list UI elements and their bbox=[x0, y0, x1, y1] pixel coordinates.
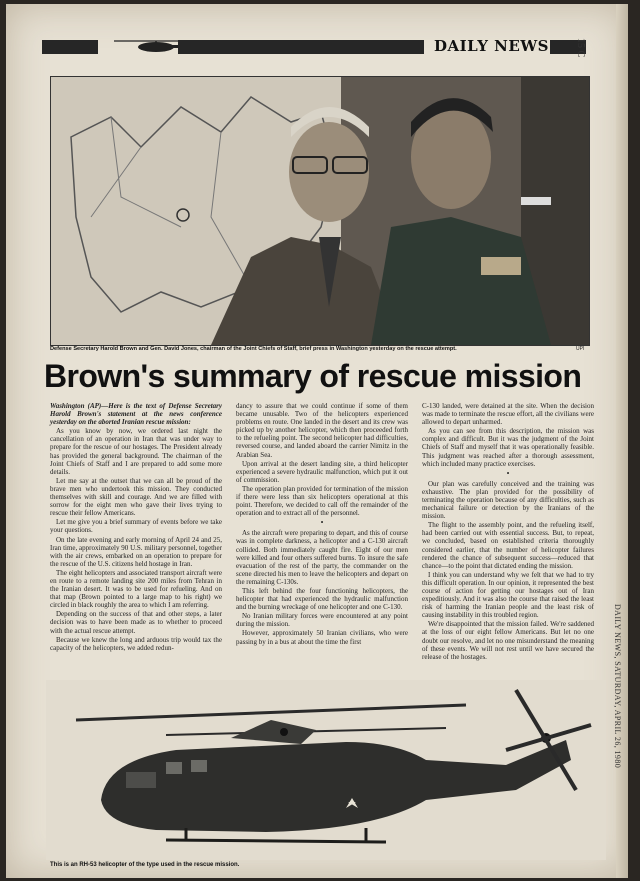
paragraph: The operation plan provided for termination of the mission if there were less than six helicopters operational at this point. Therefore, we decided to call off the remainder of the operation and to extract all of the personnel. bbox=[236, 484, 408, 518]
article-column-3 bbox=[422, 402, 594, 662]
headline: Brown's summary of rescue mission bbox=[44, 358, 582, 394]
paragraph: Upon arrival at the desert landing site, a third helicopter experienced a severe hydraulic malfunction, which put it out of commission. bbox=[236, 459, 408, 484]
paragraph: On the late evening and early morning of April 24 and 25, Iran time, approximately 90 U.S. military personnel, together with the air crews, embarked on an operation to prepare for the rescue of the U.S. citizens held hostage in Iran. bbox=[50, 535, 222, 568]
paragraph: Let me give you a brief summary of events before we take your questions. bbox=[50, 518, 222, 535]
paragraph: Our plan was carefully conceived and the training was exhaustive. The plan provided for the possibility of terminating the operation because of any difficulties, such as mechanical failure or detection by the Iranians of the mission. bbox=[422, 479, 594, 521]
press-briefing-photo bbox=[50, 76, 590, 346]
masthead bbox=[42, 36, 602, 58]
paragraph: As you can see from this description, the mission was complex and difficult. But it was the judgment of the Joint Chiefs of Staff and myself that it was operationally feasible. This judgment was reached after a thorough assessment, which included many practice exercises. bbox=[422, 427, 594, 468]
paragraph: As the aircraft were preparing to depart, and this of course was in complete darkness, a helicopter and a C-130 aircraft collided. Both immediately caught fire. Eight of our men were killed and four others suffered burns. To insure the safe evacuation of the rest of the party, the commander on the scene directed his men to leave the helicopters and depart on the remaining C-130s. bbox=[236, 529, 408, 586]
article-intro: Washington (AP)—Here is the text of Defense Secretary Harold Brown's statement at the news conference yesterday on the aborted Iranian rescue mission: bbox=[50, 402, 222, 427]
paragraph: Let me say at the outset that we can all be proud of the brave men who undertook this mission. They conducted themselves with skill and courage. And we are filled with sorrow for the eight men who gave their lives trying to rescue their fellow Americans. bbox=[50, 476, 222, 518]
paragraph: Because we knew the long and arduous trip would tax the capacity of the helicopters, we added redun- bbox=[50, 635, 222, 652]
paragraph: dancy to assure that we could continue if some of them became unusable. Two of the helicopters experienced problems en route. One landed in the desert and its crew was picked up by another helicopter, which then proceeded forth to the refueling point. The second helicopter had difficulties, reversed course, and landed aboard the carrier Nimitz in the Arabian Sea. bbox=[236, 402, 408, 459]
photo-caption: Defense Secretary Harold Brown and Gen. David Jones, chairman of the Joint Chiefs of Staff, brief press in Washington yesterday on the rescue attempt. bbox=[50, 346, 457, 352]
masthead-bar-left bbox=[42, 40, 98, 54]
newspaper-page bbox=[6, 4, 628, 878]
helicopter-caption: This is an RH-53 helicopter of the type used in the rescue mission. bbox=[50, 862, 240, 868]
masthead-bar-middle bbox=[178, 40, 424, 54]
paragraph: Depending on the success of that and other steps, a later decision was to have been made as to whether to proceed with the actual rescue attempt. bbox=[50, 610, 222, 635]
article-column-2 bbox=[236, 402, 408, 647]
masthead-logo: DAILY NEWS bbox=[434, 37, 550, 55]
paragraph: C-130 landed, were detained at the site. When the decision was made to terminate the rescue effort, all the civilians were allowed to depart unharmed. bbox=[422, 402, 594, 427]
page-number: 15 C bbox=[575, 38, 586, 58]
photo-credit: UPI bbox=[576, 346, 585, 352]
rh53-helicopter-photo bbox=[46, 680, 606, 860]
section-divider: • bbox=[506, 468, 510, 478]
section-divider: • bbox=[320, 518, 324, 528]
paragraph: This left behind the four functioning helicopters, the helicopter that had experienced the hydraulic malfunction and the burning wreckage of one helicopter and one C-130. bbox=[236, 586, 408, 612]
paragraph: No Iranian military forces were encountered at any point during the mission. bbox=[236, 612, 408, 629]
article-column-1 bbox=[50, 402, 222, 653]
dateline: DAILY NEWS, SATURDAY, APRIL 26, 1980 bbox=[613, 604, 622, 769]
article-body bbox=[50, 402, 595, 670]
paragraph: As you know by now, we ordered last night the cancellation of an operation in Iran that was under way to prepare for the rescue of our hostages. The President already has provided the general background. The chairman of the Joint Chiefs of Staff and I are prepared to add some more details. bbox=[50, 427, 222, 476]
paragraph: However, approximately 50 Iranian civilians, who were passing by in a bus at about the time the first bbox=[236, 629, 408, 646]
paragraph: The flight to the assembly point, and the refueling itself, had been carried out with essential success. But, to repeat, we concluded, based on established criteria thoroughly considered earlier, that the number of helicopter failures rendered the chance of subsequent success—reduced that chance—to the point that dictated ending the mission. bbox=[422, 521, 594, 570]
paragraph: We're disappointed that the mission failed. We're saddened at the loss of our eight fellow Americans. But let no one doubt our resolve, and let no one misunderstand the meaning of these events. We will not rest until we have secured the release of the hostages. bbox=[422, 620, 594, 661]
paragraph: I think you can understand why we felt that we had to try this difficult operation. In our opinion, it represented the best course of action for getting our hostages out of Iran expeditiously. And it was also the course that raised the least risk of harming the Iranian people and the least risk of causing instability in this troubled region. bbox=[422, 570, 594, 620]
paragraph: The eight helicopters and associated transport aircraft were en route to a remote landing site 200 miles from Tehran in the Iranian desert. It was to be used for refueling. And on that map (Brown pointed to a large map to his right) we circled in black roughly the area to which I am referring. bbox=[50, 568, 222, 610]
